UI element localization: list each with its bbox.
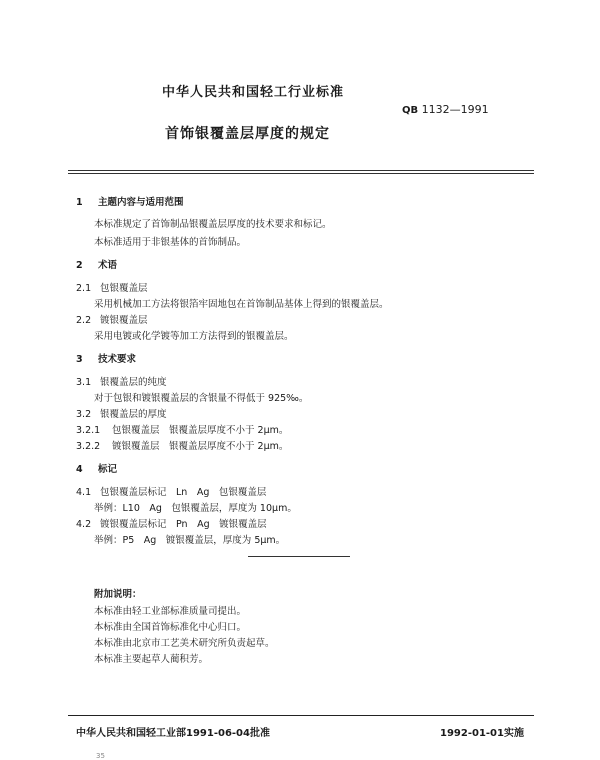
clause-3-1-title: 银覆盖层的纯度 — [100, 377, 167, 388]
clause-3-2-2 — [76, 438, 288, 452]
document-title: 首饰银覆盖层厚度的规定 — [165, 126, 330, 142]
section-3-title: 技术要求 — [98, 354, 137, 365]
clause-2-1-text: 采用机械加工方法将银箔牢固地包在首饰制品基体上得到的银覆盖层。 — [94, 299, 389, 310]
clause-4-2-text: 镀银覆盖层标记 Pn Ag 镀银覆盖层 — [100, 519, 267, 530]
header-rule-2 — [68, 173, 534, 174]
clause-4-1-text: 包银覆盖层标记 Ln Ag 包银覆盖层 — [100, 487, 267, 498]
clause-2-2-number: 2.2 — [76, 315, 92, 326]
clause-3-1-number: 3.1 — [76, 377, 92, 388]
clause-4-2 — [76, 516, 267, 530]
section-1-number: 1 — [76, 197, 83, 208]
clause-4-2-example: 举例：P5 Ag 镀银覆盖层，厚度为 5μm。 — [94, 535, 286, 546]
clause-3-1-heading — [76, 374, 167, 388]
section-2-number: 2 — [76, 260, 83, 271]
clause-3-2-title: 银覆盖层的厚度 — [100, 409, 167, 420]
clause-3-2-heading — [76, 406, 167, 420]
clause-3-2-2-number: 3.2.2 — [76, 441, 101, 452]
note-3: 本标准由北京市工艺美术研究所负责起草。 — [94, 638, 275, 649]
issuing-authority-title: 中华人民共和国轻工行业标准 — [162, 85, 345, 100]
notes-title: 附加说明： — [94, 589, 142, 600]
section-1-paragraph-2: 本标准适用于非银基体的首饰制品。 — [94, 237, 247, 248]
effective-date: 1992-01-01实施 — [440, 728, 524, 739]
clause-2-2-text: 采用电镀或化学镀等加工方法得到的银覆盖层。 — [94, 331, 294, 342]
clause-3-2-number: 3.2 — [76, 409, 92, 420]
clause-2-2-title: 镀银覆盖层 — [100, 315, 148, 326]
note-2: 本标准由全国首饰标准化中心归口。 — [94, 622, 247, 633]
clause-2-1-title: 包银覆盖层 — [100, 283, 148, 294]
clause-2-1-heading — [76, 280, 148, 294]
clause-2-2-heading — [76, 312, 148, 326]
section-3-number: 3 — [76, 354, 83, 365]
section-2-heading — [76, 257, 117, 271]
clause-4-1 — [76, 484, 266, 498]
clause-2-1-number: 2.1 — [76, 283, 92, 294]
note-1: 本标准由轻工业部标准质量司提出。 — [94, 606, 247, 617]
end-of-text-rule — [248, 556, 350, 557]
approval-info: 中华人民共和国轻工业部1991-06-04批准 — [76, 728, 270, 739]
clause-3-1-text: 对于包银和镀银覆盖层的含银量不得低于 925‰。 — [94, 393, 309, 404]
section-4-heading — [76, 461, 117, 475]
clause-3-2-2-text: 镀银覆盖层 银覆盖层厚度不小于 2μm。 — [112, 441, 289, 452]
standard-number — [402, 103, 489, 116]
section-1-title: 主题内容与适用范围 — [98, 197, 184, 208]
section-1-heading — [76, 194, 184, 208]
standard-code: 1132—1991 — [421, 103, 489, 116]
header-rule-1 — [68, 170, 534, 171]
note-4: 本标准主要起草人蔺积芳。 — [94, 654, 209, 665]
section-2-title: 术语 — [98, 260, 118, 271]
section-4-number: 4 — [76, 464, 83, 475]
clause-3-2-1-text: 包银覆盖层 银覆盖层厚度不小于 2μm。 — [112, 425, 289, 436]
section-4-title: 标记 — [98, 464, 118, 475]
clause-4-2-number: 4.2 — [76, 519, 92, 530]
section-1-paragraph-1: 本标准规定了首饰制品银覆盖层厚度的技术要求和标记。 — [94, 219, 332, 230]
footer-rule — [68, 715, 534, 716]
clause-3-2-1 — [76, 422, 288, 436]
standard-prefix: QB — [402, 105, 419, 116]
clause-4-1-example: 举例：L10 Ag 包银覆盖层，厚度为 10μm。 — [94, 503, 297, 514]
clause-3-2-1-number: 3.2.1 — [76, 425, 101, 436]
page-number: 35 — [96, 752, 105, 760]
clause-4-1-number: 4.1 — [76, 487, 92, 498]
section-3-heading — [76, 351, 136, 365]
